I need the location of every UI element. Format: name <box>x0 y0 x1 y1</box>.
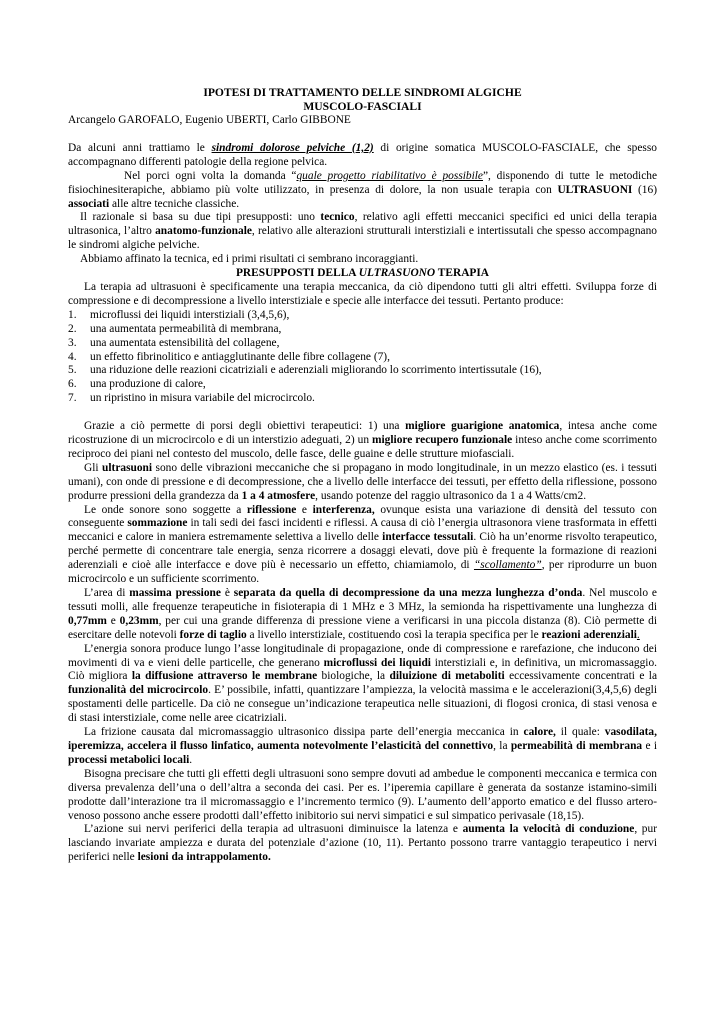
body-paragraph-3: Le onde sonore sono soggette a riflessione e interferenza, ovunque esista una variazione di densità del tessuto con conseguente sommazione in tali sedi dei fasci incidenti e riflessi. A causa di ciò l’energia ultrasonora viene trasformata in effetti meccanici e calore in maniera estremamente selettiva a livello delle interfacce tessutali. Ciò ha un’enorme risvolto terapeutico, perché permette di concentrare tale energia, senza ricorrere a dosaggi elevati, dove più è frequente la formazione di reazioni aderenziali e cioè alle interfacce e dove più è necessario un effetto, chiamiamolo, di “scollamento”, per riprodurre un buon microcircolo e un sufficiente scorrimento. <box>68 503 657 586</box>
emphasis-term: reazioni aderenziali <box>541 628 637 641</box>
body-paragraph-7: Bisogna precisare che tutti gli effetti degli ultrasuoni sono sempre dovuti ad ambedue le componenti meccanica e termica con diversa prevalenza dell’una o dell’altra a seconda dei casi. Per es. l’iperemia capillare è generata da sostanze istamino-simili prodotte dall’interazione tra il micromassaggio e l’incremento termico (9). L’aumento dell’apporto ematico e del flusso artero-venoso possono anche essere prodotti dall’effetto inibitorio sui nervi simpatici e sul simpatico perivasale (18,15). <box>68 767 657 822</box>
effects-list <box>68 309 657 406</box>
emphasis-term: processi metabolici locali <box>68 753 190 766</box>
emphasis-term: funzionalità del microcircolo <box>68 684 209 697</box>
emphasis-term: “scollamento” <box>473 559 542 572</box>
list-item: 6. una produzione di calore, <box>68 378 206 391</box>
emphasis-term: sommazione <box>127 517 188 530</box>
emphasis-term: interferenza, <box>312 503 375 516</box>
list-item: 3. una aumentata estensibilità del collagene, <box>68 336 280 349</box>
list-item: 4. un effetto fibrinolitico e antiagglutinante delle fibre collagene (7), <box>68 350 390 363</box>
emphasis-term: associati <box>68 197 110 210</box>
title-line-2: MUSCOLO-FASCIALI <box>303 100 422 113</box>
emphasis-term: tecnico <box>320 211 355 224</box>
emphasis-term: massima pressione <box>129 587 221 599</box>
emphasis-term: anatomo-funzionale <box>155 225 252 238</box>
list-item: 7. un ripristino in misura variabile del microcircolo. <box>68 392 315 405</box>
emphasis-term: separata da quella di decompressione da una mezza lunghezza d’onda <box>233 587 583 599</box>
body-paragraph-5: L’energia sonora produce lungo l’asse longitudinale di propagazione, onde di compressione e rarefazione, che inducono dei movimenti di va e vieni delle particelle, che generano microflussi dei liquidi interstiziali e, in definitiva, un micromassaggio. Ciò migliora la diffusione attraverso le membrane biologiche, la diluizione di metaboliti eccessivamente concentrati e la funzionalità del microcircolo. E’ possibile, infatti, quantizzare l’ampiezza, la velocità massima e le accelerazioni(3,4,5,6) degli spostamenti delle particelle. Da ciò ne consegue un’indicazione terapeutica nelle situazioni, di flogosi cronica, di stasi venosa e di stasi interstiziale, come nelle aree cicatriziali. <box>68 642 658 725</box>
emphasis-term: microflussi dei liquidi <box>323 656 431 669</box>
body-paragraph-1: Grazie a ciò permette di porsi degli obiettivi terapeutici: 1) una migliore guarigione anatomica, intesa anche come ricostruzione di un microcircolo e di un interstizio adeguati, 2) un migliore recupero funzionale inteso anche come scorrimento reciproco dei piani nel contesto del muscolo, delle fasce, delle guaine e delle strutture miofasciali. <box>68 420 658 460</box>
list-item: 5. una riduzione delle reazioni cicatriziali e aderenziali migliorando lo scorrimento intertissutale (16), <box>68 364 542 377</box>
emphasis-term: quale progetto riabilitativo è possibile <box>296 169 483 182</box>
emphasis-term: aumenta la velocità di conduzione <box>462 823 635 836</box>
list-item: 2. una aumentata permeabilità di membrana, <box>68 322 282 335</box>
intro-paragraph-3: Il razionale si basa su due tipi presupposti: uno tecnico, relativo agli effetti meccanici specifici ed unici della terapia ultrasonica, l’altro anatomo-funzionale, relativo alle alterazioni strutturali interstiziali e intertissutali che spesso accompagnano le sindromi algiche pelviche. <box>68 211 657 252</box>
section-heading: PRESUPPOSTI DELLA ULTRASUONO TERAPIA <box>235 267 490 280</box>
intro-paragraph-1: Da alcuni anni trattiamo le sindromi dolorose pelviche (1,2) di origine somatica MUSCOLO-FASCIALE, che spesso accompagnano differenti patologie della regione pelvica. <box>68 141 657 168</box>
emphasis-term: riflessione <box>246 503 297 516</box>
emphasis-term: 0,23mm <box>119 614 159 627</box>
emphasis-term: vasodilata, iperemizza, accelera il flusso linfatico, aumenta notevolmente l’elasticità del connettivo <box>68 726 657 752</box>
body-paragraph-8: L’azione sui nervi periferici della terapia ad ultrasuoni diminuisce la latenza e aumenta la velocità di conduzione, pur lasciando invariate ampiezza e durata del potenziale d’azione (10, 11). Pertanto possono trarre vantaggio terapeutico i nervi periferici nelle lesioni da intrappolamento. <box>68 823 657 864</box>
emphasis-term: diluizione di metaboliti <box>389 670 505 683</box>
emphasis-term: lesioni da intrappolamento. <box>137 851 271 864</box>
intro-paragraph-4: Abbiamo affinato la tecnica, ed i primi risultati ci sembrano incoraggianti. <box>80 253 419 266</box>
body-paragraph-4: L’area di massima pressione è separata da quella di decompressione da una mezza lunghezza d’onda. Nel muscolo e tessuti molli, alle frequenze terapeutiche in fisioterapia di 1 MHz e 3 MHz, la semionda ha rispettivamente una lunghezza di 0,77mm e 0,23mm, per cui una grande differenza di pressione viene a verificarsi in una piccola distanza (8). Ciò permette di esercitare delle notevoli forze di taglio a livello interstiziale, costituendo così la terapia specifica per le reazioni aderenziali. <box>68 587 657 641</box>
document-title <box>68 86 657 114</box>
emphasis-term: migliore guarigione anatomica <box>405 420 560 433</box>
emphasis-term: 0,77mm <box>68 614 107 627</box>
emphasis-term: ultrasuoni <box>102 461 153 474</box>
emphasis-term: permeabilità di membrana <box>510 739 643 752</box>
emphasis-term: sindromi dolorose pelviche (1,2) <box>211 141 374 154</box>
emphasis-term: 1 a 4 atmosfere <box>241 489 316 502</box>
emphasis-term: migliore recupero funzionale <box>372 434 513 447</box>
list-item: 1. microflussi dei liquidi interstiziali (3,4,5,6), <box>68 308 290 321</box>
emphasis-term: calore, <box>523 726 556 739</box>
intro-paragraph-2: Nel porci ogni volta la domanda “quale progetto riabilitativo è possibile”, disponendo di tutte le metodiche fisiochinesiterapiche, abbiamo più volte utilizzato, in presenza di dolore, la non usuale terapia con ULTRASUONI (16) associati alle altre tecniche classiche. <box>68 169 657 210</box>
emphasis-term: forze di taglio <box>179 628 247 641</box>
authors: Arcangelo GAROFALO, Eugenio UBERTI, Carlo GIBBONE <box>68 114 351 126</box>
document-page <box>68 86 657 865</box>
emphasis-term: ULTRASUONI <box>557 183 633 196</box>
body-paragraph-2: Gli ultrasuoni sono delle vibrazioni meccaniche che si propagano in modo longitudinale, in un mezzo elastico (es. i tessuti umani), con onde di pressione e di decompressione, che a livello delle interfacce dei tessuti, per effetto della riflessione, possono produrre pressioni della grandezza da 1 a 4 atmosfere, usando potenze del raggio ultrasonico da 1 a 4 Watts/cm2. <box>68 461 658 502</box>
body-paragraph-6: La frizione causata dal micromassaggio ultrasonico dissipa parte dell’energia meccanica in calore, il quale: vasodilata, iperemizza, accelera il flusso linfatico, aumenta notevolmente l’elasticità del connettivo, la permeabilità di membrana e i processi metabolici locali. <box>68 726 657 766</box>
section-lead-paragraph: La terapia ad ultrasuoni è specificamente una terapia meccanica, da ciò dipendono tutti gli altri effetti. Sviluppa forze di compressione e di decompressione a livello interstiziale e specie alle interfacce dei tessuti. Pertanto produce: <box>68 280 657 307</box>
emphasis-term: interfacce tessutali <box>382 531 474 544</box>
emphasis-term: la diffusione attraverso le membrane <box>131 670 318 683</box>
title-line-1: IPOTESI DI TRATTAMENTO DELLE SINDROMI ALGICHE <box>203 86 522 99</box>
